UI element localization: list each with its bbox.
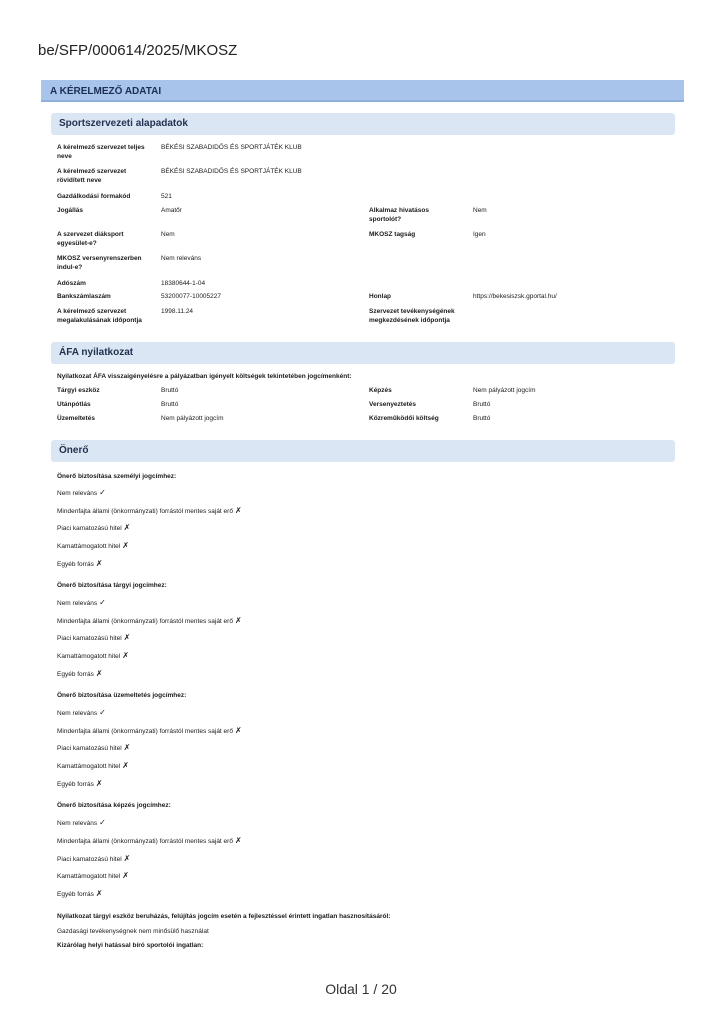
field-label: A kérelmező szervezet teljes neve bbox=[57, 144, 145, 160]
own-funds-item: Mindenfajta állami (önkormányzati) forrástól mentes saját erő ✗ bbox=[57, 616, 242, 625]
field-value: Bruttó bbox=[473, 415, 491, 422]
cross-icon: ✗ bbox=[122, 871, 129, 880]
cross-icon: ✗ bbox=[95, 889, 103, 898]
field-value: Nem bbox=[473, 207, 487, 214]
check-icon: ✓ bbox=[99, 708, 106, 717]
sport-section-header: Sportszervezeti alapadatok bbox=[51, 113, 675, 135]
field-label: Honlap bbox=[369, 293, 392, 300]
field-value: 18380644-1-04 bbox=[161, 280, 206, 287]
cross-icon: ✗ bbox=[95, 669, 103, 678]
cross-icon: ✗ bbox=[122, 651, 129, 660]
field-label: A kérelmező szervezet rövidített neve bbox=[57, 168, 127, 184]
cross-icon: ✗ bbox=[122, 541, 129, 550]
cross-icon: ✗ bbox=[123, 633, 131, 642]
field-label: A szervezet diáksport egyesület-e? bbox=[57, 231, 124, 247]
own-funds-item: Mindenfajta állami (önkormányzati) forrástól mentes saját erő ✗ bbox=[57, 506, 242, 515]
applicant-data-header: A KÉRELMEZŐ ADATAI bbox=[41, 80, 684, 102]
own-funds-group-heading: Önerő biztosítása üzemeltetés jogcímhez: bbox=[57, 692, 187, 699]
website-value[interactable]: https://bekesiszsk.gportal.hu/ bbox=[473, 293, 557, 300]
cross-icon: ✗ bbox=[234, 506, 242, 515]
own-funds-item: Piaci kamatozású hitel ✗ bbox=[57, 633, 131, 642]
field-value: Nem pályázott jogcím bbox=[161, 415, 224, 422]
field-value: 1998.11.24 bbox=[161, 308, 194, 315]
check-icon: ✓ bbox=[99, 488, 106, 497]
own-funds-item: Nem releváns ✓ bbox=[57, 598, 106, 607]
own-funds-group-heading: Önerő biztosítása képzés jogcímhez: bbox=[57, 802, 171, 809]
field-value: Bruttó bbox=[161, 401, 179, 408]
document-id: be/SFP/000614/2025/MKOSZ bbox=[38, 42, 238, 59]
field-label: Utánpótlás bbox=[57, 401, 91, 408]
field-value: Amatőr bbox=[161, 207, 182, 214]
field-label: Közreműködői költség bbox=[369, 415, 439, 422]
field-label: Képzés bbox=[369, 387, 392, 394]
cross-icon: ✗ bbox=[95, 779, 103, 788]
own-funds-section-header: Önerő bbox=[51, 440, 675, 462]
cross-icon: ✗ bbox=[123, 523, 131, 532]
field-value: Igen bbox=[473, 231, 486, 238]
cross-icon: ✗ bbox=[95, 559, 103, 568]
own-funds-item: Piaci kamatozású hitel ✗ bbox=[57, 523, 131, 532]
own-funds-item: Kamattámogatott hitel ✗ bbox=[57, 871, 129, 880]
field-label: MKOSZ tagság bbox=[369, 231, 416, 238]
field-label: Tárgyi eszköz bbox=[57, 387, 100, 394]
asset-usage-value: Gazdasági tevékenységnek nem minősülő használat bbox=[57, 928, 209, 935]
own-funds-item: Egyéb forrás ✗ bbox=[57, 669, 103, 678]
own-funds-group-heading: Önerő biztosítása személyi jogcímhez: bbox=[57, 473, 177, 480]
own-funds-item: Mindenfajta állami (önkormányzati) forrástól mentes saját erő ✗ bbox=[57, 726, 242, 735]
own-funds-item: Mindenfajta állami (önkormányzati) forrástól mentes saját erő ✗ bbox=[57, 836, 242, 845]
local-impact-heading: Kizárólag helyi hatással bíró sportolói ingatlan: bbox=[57, 942, 204, 949]
own-funds-item: Kamattámogatott hitel ✗ bbox=[57, 761, 129, 770]
vat-section-header: ÁFA nyilatkozat bbox=[51, 342, 675, 364]
cross-icon: ✗ bbox=[123, 743, 131, 752]
own-funds-item: Egyéb forrás ✗ bbox=[57, 889, 103, 898]
own-funds-item: Piaci kamatozású hitel ✗ bbox=[57, 743, 131, 752]
cross-icon: ✗ bbox=[122, 761, 129, 770]
asset-declaration-heading: Nyilatkozat tárgyi eszköz beruházás, felújítás jogcím esetén a fejlesztéssel érintett ingatlan hasznosításáról: bbox=[57, 913, 391, 920]
field-label: Bankszámlaszám bbox=[57, 293, 111, 300]
own-funds-item: Nem releváns ✓ bbox=[57, 708, 106, 717]
field-label: A kérelmező szervezet megalakulásának időpontja bbox=[57, 308, 142, 324]
own-funds-item: Kamattámogatott hitel ✗ bbox=[57, 541, 129, 550]
field-value: Nem bbox=[161, 231, 175, 238]
check-icon: ✓ bbox=[99, 598, 106, 607]
own-funds-item: Egyéb forrás ✗ bbox=[57, 779, 103, 788]
field-label: Jogállás bbox=[57, 207, 84, 214]
field-value: BÉKÉSI SZABADIDŐS ÉS SPORTJÁTÉK KLUB bbox=[161, 144, 302, 151]
field-value: 53200077-10005227 bbox=[161, 293, 222, 300]
field-label: Alkalmaz hivatásos sportolót? bbox=[369, 207, 429, 223]
cross-icon: ✗ bbox=[123, 854, 131, 863]
own-funds-item: Piaci kamatozású hitel ✗ bbox=[57, 854, 131, 863]
cross-icon: ✗ bbox=[234, 616, 242, 625]
field-label: MKOSZ versenyrenszerben indul-e? bbox=[57, 255, 142, 271]
field-label: Gazdálkodási formakód bbox=[57, 193, 131, 200]
own-funds-group-heading: Önerő biztosítása tárgyi jogcímhez: bbox=[57, 582, 167, 589]
field-label: Adószám bbox=[57, 280, 86, 287]
cross-icon: ✗ bbox=[234, 726, 242, 735]
field-value: Bruttó bbox=[161, 387, 179, 394]
cross-icon: ✗ bbox=[234, 836, 242, 845]
field-value: Nem releváns bbox=[161, 255, 202, 262]
field-value: Bruttó bbox=[473, 401, 491, 408]
own-funds-item: Kamattámogatott hitel ✗ bbox=[57, 651, 129, 660]
field-value: 521 bbox=[161, 193, 172, 200]
own-funds-item: Egyéb forrás ✗ bbox=[57, 559, 103, 568]
own-funds-item: Nem releváns ✓ bbox=[57, 488, 106, 497]
field-label: Üzemeltetés bbox=[57, 415, 95, 422]
field-value: Nem pályázott jogcím bbox=[473, 387, 536, 394]
field-value: BÉKÉSI SZABADIDŐS ÉS SPORTJÁTÉK KLUB bbox=[161, 168, 302, 175]
check-icon: ✓ bbox=[99, 818, 106, 827]
vat-intro: Nyilatkozat ÁFA visszaigényelésre a pályázatban igényelt költségek tekintetében jogcímenként: bbox=[57, 373, 352, 380]
field-label: Szervezet tevékenységének megkezdésének időpontja bbox=[369, 308, 455, 324]
own-funds-item: Nem releváns ✓ bbox=[57, 818, 106, 827]
field-label: Versenyeztetés bbox=[369, 401, 416, 408]
page-number: Oldal 1 / 20 bbox=[325, 981, 397, 997]
